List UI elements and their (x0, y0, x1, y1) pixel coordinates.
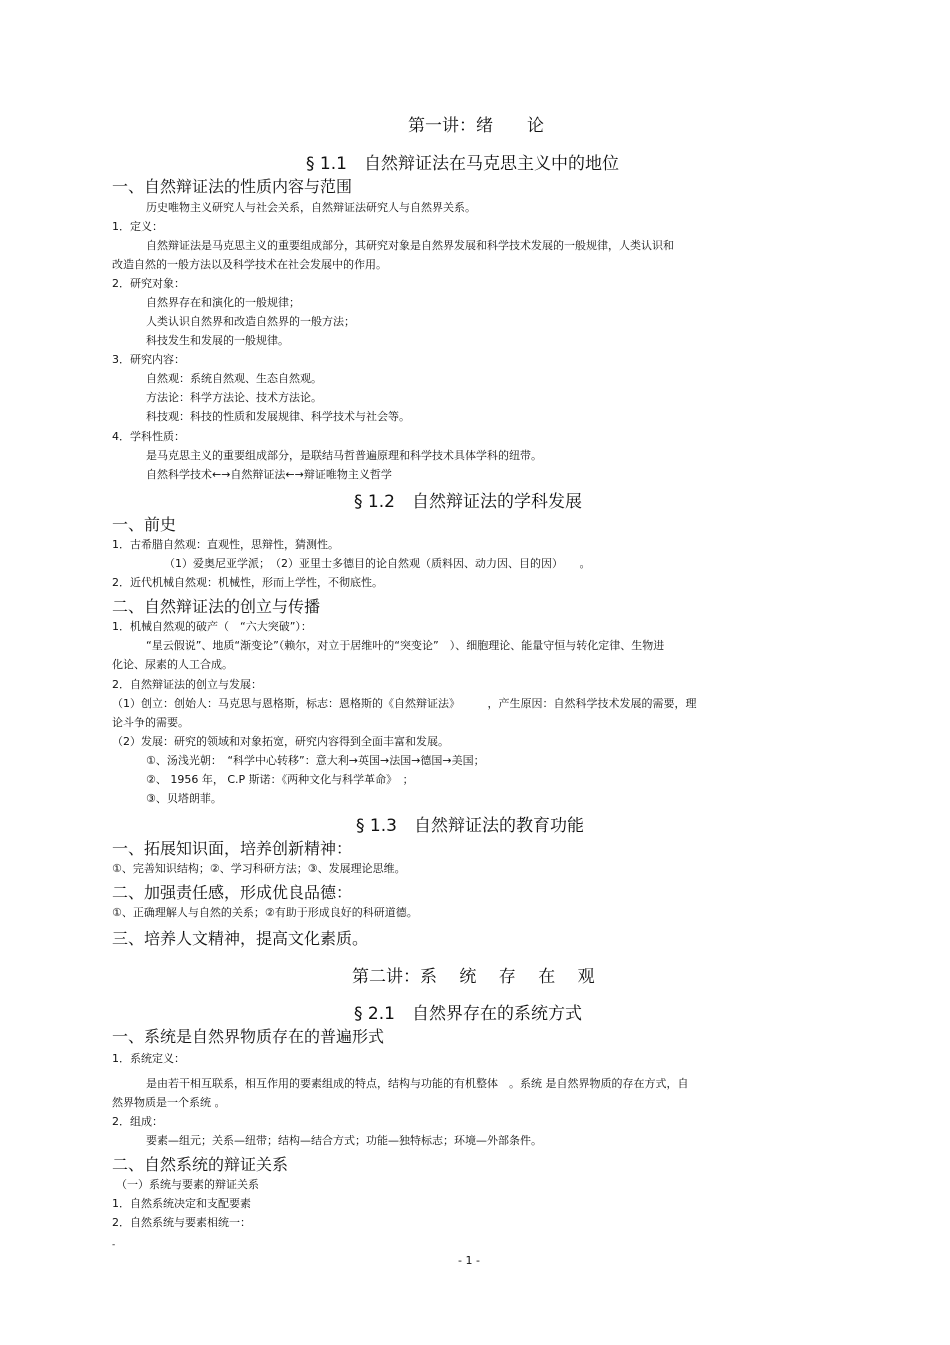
item-label: 4．学科性质： (112, 430, 185, 443)
paragraph: 自然辩证法是马克思主义的重要组成部分，其研究对象是自然界发展和科学技术发展的一般规律，人类认识和 (146, 239, 674, 252)
paragraph: ①、正确理解人与自然的关系；②有助于形成良好的科研道德。 (112, 906, 418, 919)
list-item: ①、汤浅光朝： “科学中心转移”：意大利→英国→法国→德国→美国； (146, 754, 485, 767)
item-label: 1．系统定义： (112, 1052, 185, 1065)
list-item: 科技观：科技的性质和发展规律、科学技术与社会等。 (146, 410, 410, 423)
paragraph: 论斗争的需要。 (112, 716, 189, 729)
paragraph: （1）创立：创始人：马克思与恩格斯，标志：恩格斯的《自然辩证法》 ，产生原因：自然科学技术发展的需要，理 (112, 697, 697, 710)
lecture-title: 第一讲：绪 论 (408, 116, 544, 136)
list-item: 自然观：系统自然观、生态自然观。 (146, 372, 322, 385)
item-label: 2．研究对象： (112, 277, 185, 290)
paragraph: 是马克思主义的重要组成部分，是联结马哲普遍原理和科学技术具体学科的纽带。 (146, 449, 542, 462)
item-label: 1．机械自然观的破产（ “六大突破”）： (112, 620, 312, 633)
list-item: 自然界存在和演化的一般规律； (146, 296, 300, 309)
paragraph: “星云假说”、地质“渐变论”（赖尔，对立于居维叶的“突变论” ）、细胞理论、能量守恒与转化定律、生物进 (146, 639, 665, 652)
paragraph: 改造自然的一般方法以及科学技术在社会发展中的作用。 (112, 258, 387, 271)
page-number: - 1 - (458, 1254, 480, 1267)
heading: 一、拓展知识面，培养创新精神： (112, 839, 353, 858)
list-item: 1．古希腊自然观：直观性，思辩性，猜测性。 (112, 538, 339, 551)
lecture-title: 第二讲：系 统 存 在 观 (352, 967, 595, 987)
list-item: 2．自然系统与要素相统一： (112, 1216, 251, 1229)
item-label: 3．研究内容： (112, 353, 185, 366)
paragraph: 化论、尿素的人工合成。 (112, 658, 233, 671)
list-item: 2．近代机械自然观：机械性，形而上学性，不彻底性。 (112, 576, 383, 589)
heading: 二、自然系统的辩证关系 (112, 1155, 289, 1174)
paragraph: 是由若干相互联系，相互作用的要素组成的特点，结构与功能的有机整体 。系统 是自然界物质的存在方式，自 (146, 1077, 689, 1090)
heading: 一、自然辩证法的性质内容与范围 (112, 177, 353, 196)
heading: 三、培养人文精神，提高文化素质。 (112, 929, 369, 948)
footer-dash: - (112, 1240, 116, 1250)
list-item: 科技发生和发展的一般规律。 (146, 334, 289, 347)
paragraph: 自然科学技术←→自然辩证法←→辩证唯物主义哲学 (146, 468, 392, 481)
list-item: 方法论：科学方法论、技术方法论。 (146, 391, 322, 404)
item-label: 1．定义： (112, 220, 163, 233)
section-title: § 2.1 自然界存在的系统方式 (354, 1004, 582, 1024)
section-title: § 1.2 自然辩证法的学科发展 (354, 492, 582, 512)
paragraph: ①、完善知识结构；②、学习科研方法；③、发展理论思维。 (112, 862, 406, 875)
paragraph: 要素—组元；关系—纽带；结构—结合方式；功能—独特标志；环境—外部条件。 (146, 1134, 542, 1147)
paragraph: 然界物质是一个系统 。 (112, 1096, 226, 1109)
paragraph: 历史唯物主义研究人与社会关系，自然辩证法研究人与自然界关系。 (146, 201, 476, 214)
list-item: ③、贝塔朗菲。 (146, 792, 222, 805)
item-label: 2．组成： (112, 1115, 163, 1128)
heading: 一、系统是自然界物质存在的普遍形式 (112, 1027, 385, 1046)
heading: 一、前史 (112, 515, 177, 534)
list-item: 1．自然系统决定和支配要素 (112, 1197, 251, 1210)
section-title: § 1.1 自然辩证法在马克思主义中的地位 (306, 154, 619, 174)
list-item: 人类认识自然界和改造自然界的一般方法； (146, 315, 355, 328)
list-item: （1）爱奥尼亚学派； （2）亚里士多德目的论自然观（质料因、动力因、目的因） 。 (164, 557, 591, 570)
item-label: 2．自然辩证法的创立与发展： (112, 678, 262, 691)
heading: 二、加强责任感，形成优良品德： (112, 883, 353, 902)
paragraph: （2）发展：研究的领域和对象拓宽，研究内容得到全面丰富和发展。 (112, 735, 449, 748)
heading: 二、自然辩证法的创立与传播 (112, 597, 321, 616)
list-item: ②、 1956 年， C.P 斯诺：《两种文化与科学革命》 ； (146, 773, 414, 786)
subheading: （一）系统与要素的辩证关系 (116, 1178, 259, 1191)
section-title: § 1.3 自然辩证法的教育功能 (356, 816, 584, 836)
